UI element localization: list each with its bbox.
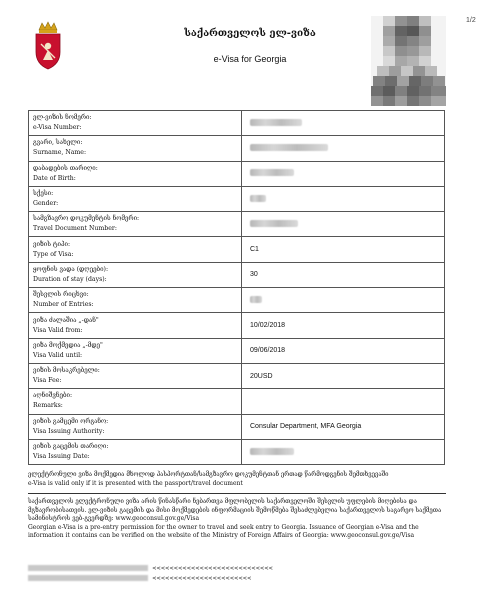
field-label-georgian: ვიზის გაცემის თარიღი: — [33, 443, 109, 450]
notice-georgian: ელექტრონული ვიზა მოქმედია მხოლოდ პასპორტთან/სამგზავრო დოკუმენტთან ერთად წარმოდგენის შემთხვევაში — [28, 471, 389, 478]
field-label-georgian: აღნიშვნები: — [33, 392, 73, 400]
field-value-text: C1 — [250, 246, 259, 254]
field-label-english: Visa Valid from: — [33, 326, 83, 334]
field-row — [29, 439, 445, 464]
field-label — [29, 363, 242, 388]
redacted-value — [250, 448, 294, 455]
field-label-english: Remarks: — [33, 402, 63, 410]
field-value-text: 10/02/2018 — [250, 322, 286, 330]
field-row — [29, 262, 445, 287]
field-row — [29, 186, 445, 211]
field-row — [29, 313, 445, 338]
field-value — [242, 363, 445, 388]
redacted-value — [250, 119, 302, 126]
document-title-georgian: საქართველოს ელ-ვიზა — [184, 28, 316, 39]
field-label-georgian: სქესი: — [33, 190, 54, 198]
field-value — [242, 186, 445, 211]
field-value — [242, 288, 445, 313]
field-label — [29, 262, 242, 287]
field-label-english: Date of Birth: — [33, 174, 76, 182]
footer-text — [28, 498, 448, 541]
field-label-english: Visa Valid until: — [33, 351, 83, 359]
machine-readable-zone — [28, 563, 448, 583]
field-label — [29, 237, 242, 262]
field-row — [29, 338, 445, 363]
field-label-georgian: ვიზა ძალაშია „-დან" — [33, 316, 99, 324]
field-label-english: Visa Issuing Date: — [33, 453, 90, 460]
notice-english: e-Visa is valid only if it is presented with the passport/travel document — [28, 480, 243, 487]
field-label-georgian: ყოფნის ვადა (დღეები): — [33, 265, 109, 273]
field-row — [29, 389, 445, 414]
field-label — [29, 439, 242, 464]
mrz-line-1: <<<<<<<<<<<<<<<<<<<<<<<<<<<< — [28, 563, 448, 573]
field-value — [242, 313, 445, 338]
field-value — [242, 389, 445, 414]
field-label — [29, 136, 242, 161]
field-label-english: Duration of stay (days): — [33, 275, 107, 283]
validity-notice — [28, 470, 448, 488]
field-row — [29, 414, 445, 439]
field-label — [29, 338, 242, 363]
field-value-text: 30 — [250, 271, 258, 279]
mrz-line-2: <<<<<<<<<<<<<<<<<<<<<<< — [28, 573, 448, 583]
field-value-text: Consular Department, MFA Georgia — [250, 423, 362, 431]
field-label — [29, 161, 242, 186]
redacted-value — [250, 296, 262, 303]
field-label-georgian: ვიზა მოქმედია „-მდე" — [33, 341, 103, 349]
field-label-english: Visa Fee: — [33, 377, 62, 385]
divider — [28, 493, 446, 494]
field-row — [29, 288, 445, 313]
footer-georgian: საქართველოს ელექტრონული ვიზა არის წინასწარი ნებართვა მფლობელის საქართველოში შესვლის უფლების მიღებისა და მგზავრობისათვის. ელ-ვიზის გაცემის და მისი მოქმედების ინფორმაციის შემოწმება შესაძლებელია საქართველოს საგარეო საქმეთა სამინისტროს ვებ-გვერდზე: www.geoconsul.gov.ge/Visa — [28, 498, 442, 522]
page-number: 1/2 — [466, 17, 476, 24]
field-label — [29, 288, 242, 313]
field-label-english: Surname, Name: — [33, 149, 87, 157]
applicant-photo-redacted — [371, 16, 446, 106]
field-row — [29, 212, 445, 237]
field-value — [242, 212, 445, 237]
field-value — [242, 262, 445, 287]
field-value — [242, 338, 445, 363]
field-row — [29, 161, 445, 186]
field-row — [29, 136, 445, 161]
field-row — [29, 237, 445, 262]
field-label — [29, 389, 242, 414]
field-value-text: 09/06/2018 — [250, 347, 286, 355]
field-label — [29, 414, 242, 439]
field-label — [29, 313, 242, 338]
field-row — [29, 111, 445, 136]
field-label-english: Travel Document Number: — [33, 225, 117, 233]
field-row — [29, 363, 445, 388]
field-label-georgian: სამგზავრო დოკუმენტის ნომერი: — [33, 215, 140, 223]
field-label-english: Type of Visa: — [33, 250, 74, 258]
field-label-georgian: გვარი, სახელი: — [33, 139, 83, 147]
field-label-english: Gender: — [33, 200, 59, 208]
field-label-georgian: დაბადების თარიღი: — [33, 164, 98, 172]
field-value — [242, 111, 445, 136]
field-label-georgian: შესვლის რიცხვი: — [33, 291, 89, 299]
redacted-value — [250, 195, 266, 202]
field-value — [242, 136, 445, 161]
field-value — [242, 237, 445, 262]
visa-details-table — [28, 110, 445, 465]
footer-english: Georgian e-Visa is a pre-entry permission for the owner to travel and seek entry to Georgia. Issuance of Georgian e-Visa and the information it contains can be verified on the website of the Ministry of Foreign Affairs of Georgia: www.geoconsul.gov.ge/Visa — [28, 523, 419, 539]
field-label-english: Visa Issuing Authority: — [33, 427, 105, 435]
field-value — [242, 439, 445, 464]
field-value — [242, 414, 445, 439]
field-value-text: 20USD — [250, 372, 273, 380]
field-label-georgian: ელ-ვიზის ნომერი: — [33, 114, 92, 122]
field-label — [29, 212, 242, 237]
field-label-georgian: ვიზის გამცემი ორგანო: — [33, 417, 109, 425]
field-label — [29, 111, 242, 136]
field-label-georgian: ვიზის მოსაკრებელი: — [33, 367, 100, 375]
field-label-english: Number of Entries: — [33, 301, 94, 309]
field-label — [29, 186, 242, 211]
field-label-english: e-Visa Number: — [33, 124, 82, 132]
redacted-value — [250, 144, 328, 151]
field-value — [242, 161, 445, 186]
field-label-georgian: ვიზის ტიპი: — [33, 240, 71, 248]
redacted-value — [250, 220, 298, 227]
redacted-value — [250, 169, 294, 176]
document-title-english: e-Visa for Georgia — [213, 54, 287, 64]
